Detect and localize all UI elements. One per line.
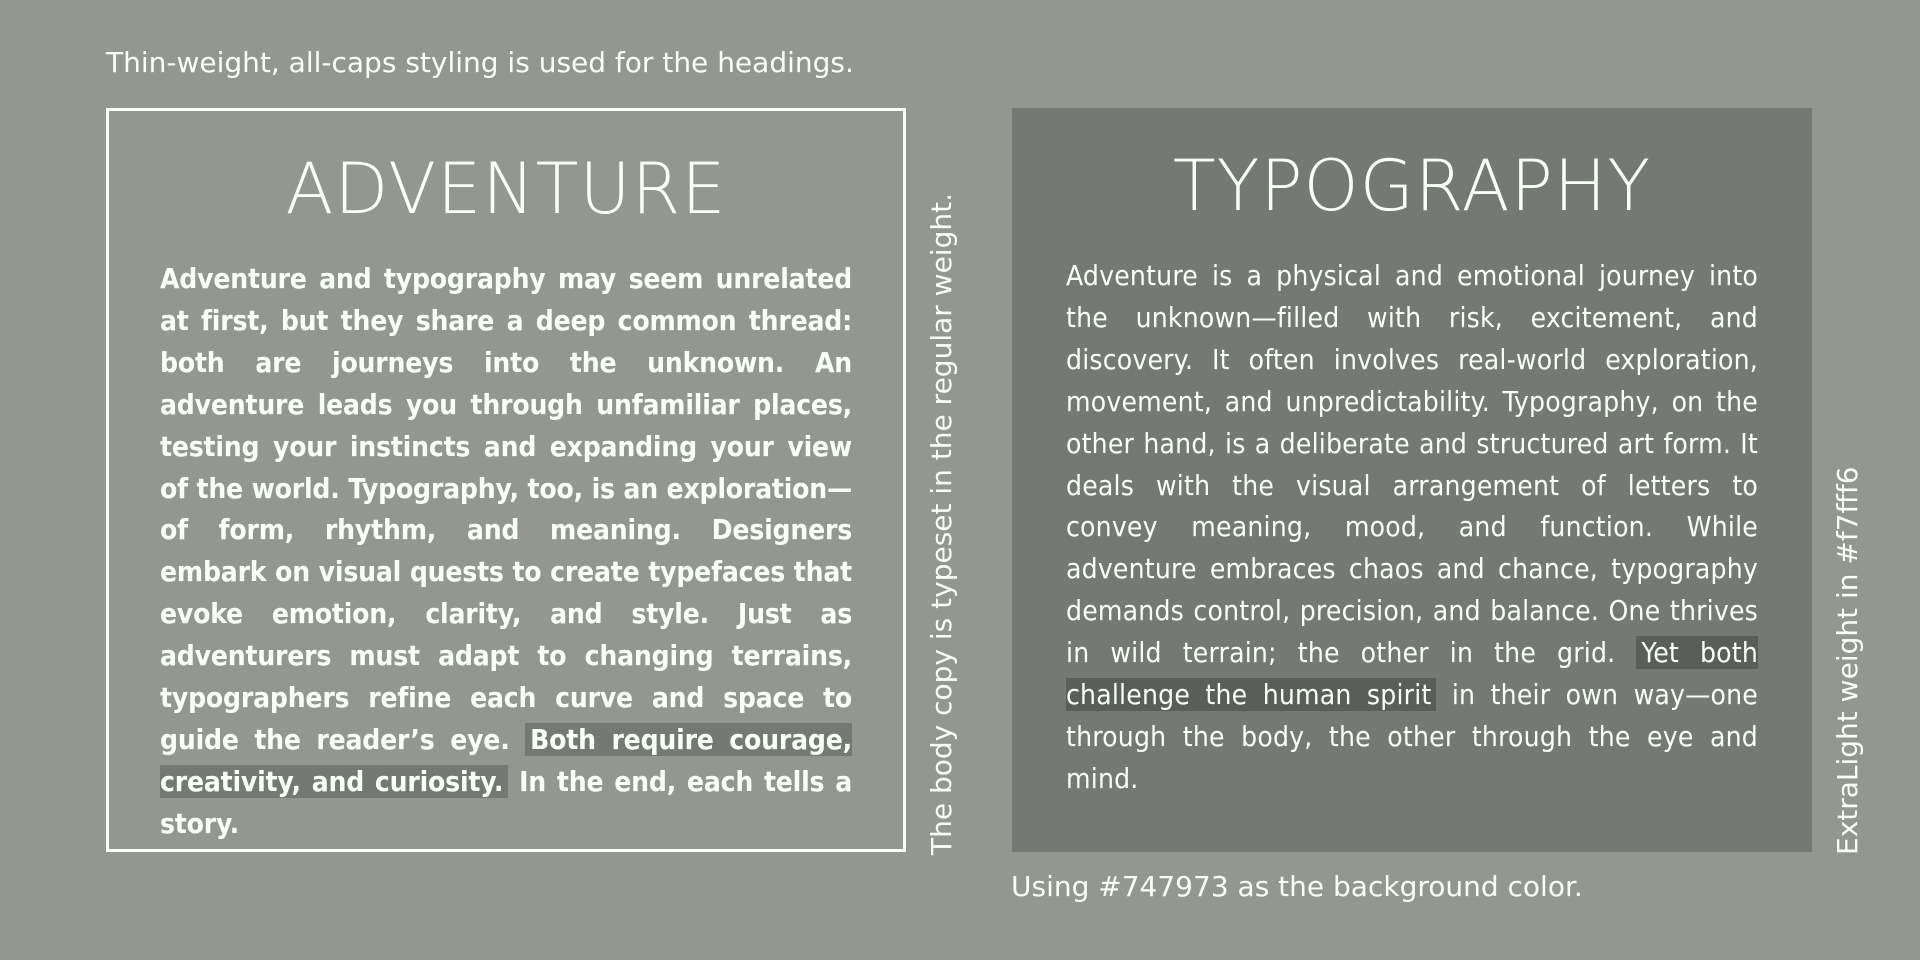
typography-highlight: Yet both challenge the human spirit — [1066, 636, 1758, 712]
adventure-body-end: In the end, each tells a story. — [160, 764, 852, 840]
typography-body-end: in their own way—one through the body, the other through the eye and mind. — [1066, 678, 1758, 795]
adventure-body-text: Adventure and typography may seem unrelated at first, but they share a deep common thread: both are journeys into the unknown. An adventure leads you through unfamiliar places, testing your instincts and expanding your view of the world. Typography, too, is an exploration—of form, rhythm, and meaning. Designers embark on visual quests to create typefaces that evoke emotion, clarity, and style. Just as adventurers must adapt to changing terrains, typographers refine each curve and space to guide the reader’s eye. — [160, 262, 852, 756]
adventure-card — [106, 108, 906, 852]
background-color-caption: Using #747973 as the background color. — [1011, 870, 1583, 903]
font-weight-caption: ExtraLight weight in #f7fff6 — [1831, 466, 1864, 855]
body-copy-caption: The body copy is typeset in the regular weight. — [925, 193, 958, 855]
typography-heading: TYPOGRAPHY — [1172, 145, 1652, 227]
typography-card — [1012, 108, 1812, 852]
adventure-body — [160, 258, 852, 845]
typography-body — [1066, 255, 1758, 800]
headings-caption: Thin-weight, all-caps styling is used for the headings. — [106, 46, 854, 79]
typography-body-text: Adventure is a physical and emotional journey into the unknown—filled with risk, excitement, and discovery. It often involves real-world exploration, movement, and unpredictability. Typography, on the other hand, is a deliberate and structured art form. It deals with the visual arrangement of letters to convey meaning, mood, and function. While adventure embraces chaos and chance, typography demands control, precision, and balance. One thrives in wild terrain; the other in the grid. — [1066, 259, 1758, 670]
adventure-highlight: Both require courage, creativity, and curiosity. — [160, 722, 852, 798]
adventure-heading: ADVENTURE — [285, 148, 727, 230]
